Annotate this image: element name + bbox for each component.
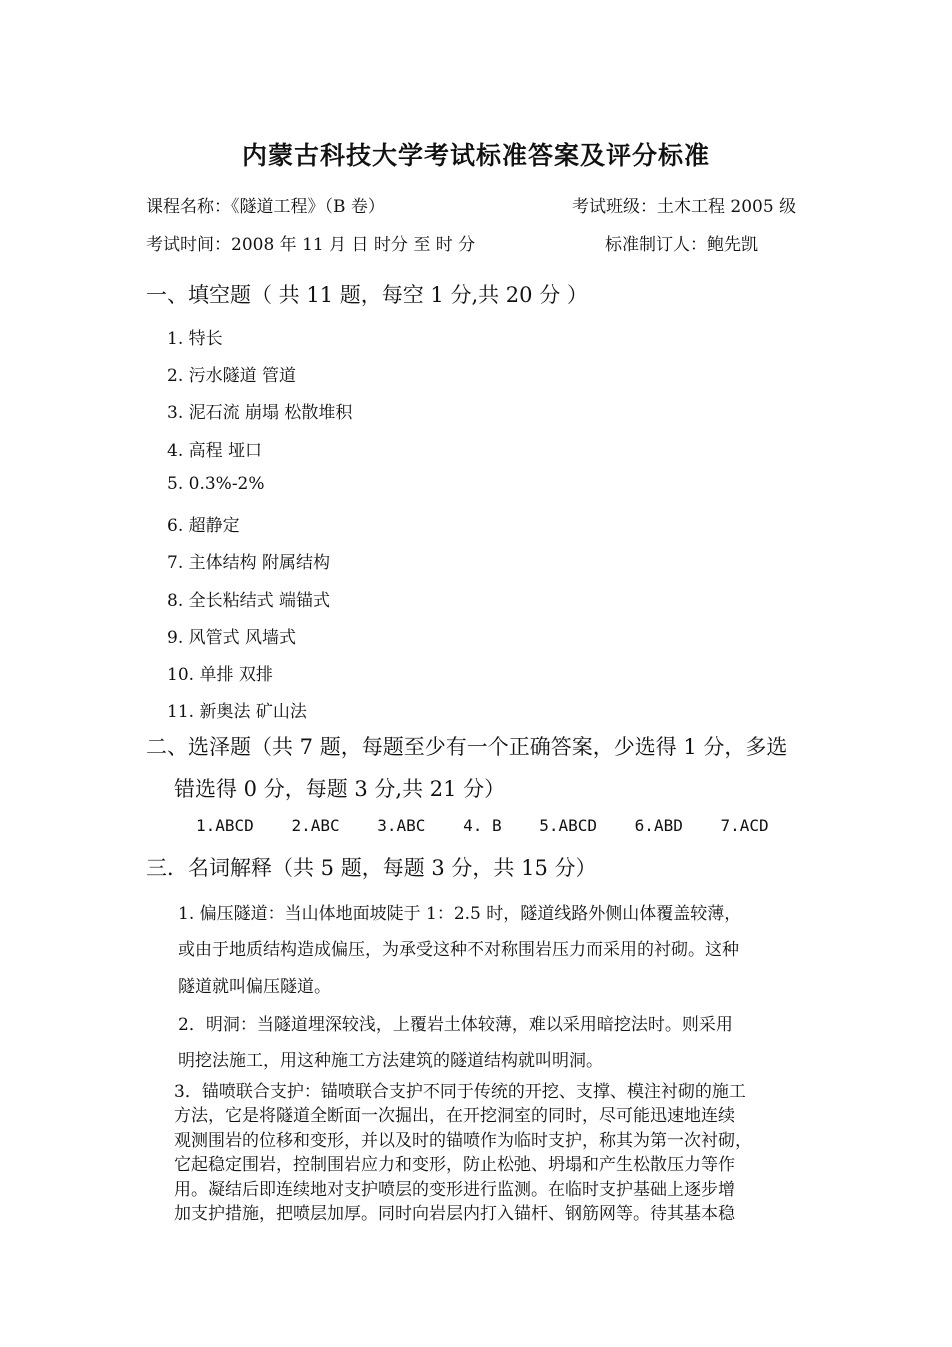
term-answer-line: 隧道就叫偏压隧道。	[178, 977, 331, 997]
fill-answer: 1. 特长	[167, 329, 223, 349]
term-answer-line: 3．锚喷联合支护：锚喷联合支护不同于传统的开挖、支撑、模注衬砌的施工	[174, 1082, 746, 1102]
exam-time: 考试时间：2008 年 11 月 日 时分 至 时 分	[146, 235, 476, 255]
fill-answer: 3. 泥石流 崩塌 松散堆积	[167, 403, 353, 423]
choice-answer: 1.ABCD	[196, 816, 254, 835]
choice-answer: 3.ABC	[377, 816, 426, 835]
fill-answer: 5. 0.3%-2%	[167, 474, 265, 494]
term-answer-line: 用。凝结后即连续地对支护喷层的变形进行监测。在临时支护基础上逐步增	[174, 1180, 735, 1200]
fill-answer: 11. 新奥法 矿山法	[167, 702, 307, 722]
fill-answer: 9. 风管式 风墙式	[167, 628, 297, 648]
choice-answer: 6.ABD	[634, 816, 683, 835]
fill-answer: 8. 全长粘结式 端锚式	[167, 591, 331, 611]
exam-class: 考试班级：土木工程 2005 级	[572, 197, 797, 217]
fill-answer: 10. 单排 双排	[167, 665, 273, 685]
choice-answers	[196, 816, 797, 835]
page-title: 内蒙古科技大学考试标准答案及评分标准	[241, 141, 710, 170]
section-choice-heading: 二、选泽题（共 7 题，每题至少有一个正确答案，少选得 1 分，多选	[146, 735, 788, 759]
fill-answer: 2. 污水隧道 管道	[167, 366, 297, 386]
choice-answer: 7.ACD	[720, 816, 769, 835]
fill-answer: 7. 主体结构 附属结构	[167, 553, 331, 573]
choice-answer: 4. B	[463, 816, 502, 835]
term-answer-line: 1. 偏压隧道：当山体地面坡陡于 1：2.5 时，隧道线路外侧山体覆盖较薄，	[178, 904, 742, 924]
course-name: 课程名称：《隧道工程》（B 卷）	[146, 197, 385, 217]
term-answer-line: 加支护措施，把喷层加厚。同时向岩层内打入锚杆、钢筋网等。待其基本稳	[174, 1204, 735, 1224]
term-answer-line: 明挖法施工，用这种施工方法建筑的隧道结构就叫明洞。	[178, 1051, 603, 1071]
standard-author: 标准制订人：鲍先凯	[605, 235, 758, 255]
term-answer-line: 它起稳定围岩，控制围岩应力和变形，防止松弛、坍塌和产生松散压力等作	[174, 1155, 735, 1175]
section-fill-blank-heading: 一、填空题（ 共 11 题，每空 1 分,共 20 分 ）	[146, 283, 588, 307]
term-answer-line: 方法，它是将隧道全断面一次掘出，在开挖洞室的同时，尽可能迅速地连续	[174, 1106, 735, 1126]
choice-answer: 2.ABC	[291, 816, 340, 835]
section-choice-heading-cont: 错选得 0 分，每题 3 分,共 21 分）	[174, 777, 506, 801]
fill-answer: 4. 高程 垭口	[167, 441, 263, 461]
term-answer-line: 或由于地质结构造成偏压，为承受这种不对称围岩压力而采用的衬砌。这种	[178, 940, 739, 960]
section-term-heading: 三．名词解释（共 5 题，每题 3 分，共 15 分）	[146, 856, 597, 880]
fill-answer: 6. 超静定	[167, 516, 240, 536]
term-answer-line: 2．明洞：当隧道埋深较浅，上覆岩土体较薄，难以采用暗挖法时。则采用	[178, 1015, 733, 1035]
choice-answer: 5.ABCD	[539, 816, 598, 835]
term-answer-line: 观测围岩的位移和变形，并以及时的锚喷作为临时支护，称其为第一次衬砌，	[174, 1131, 752, 1151]
